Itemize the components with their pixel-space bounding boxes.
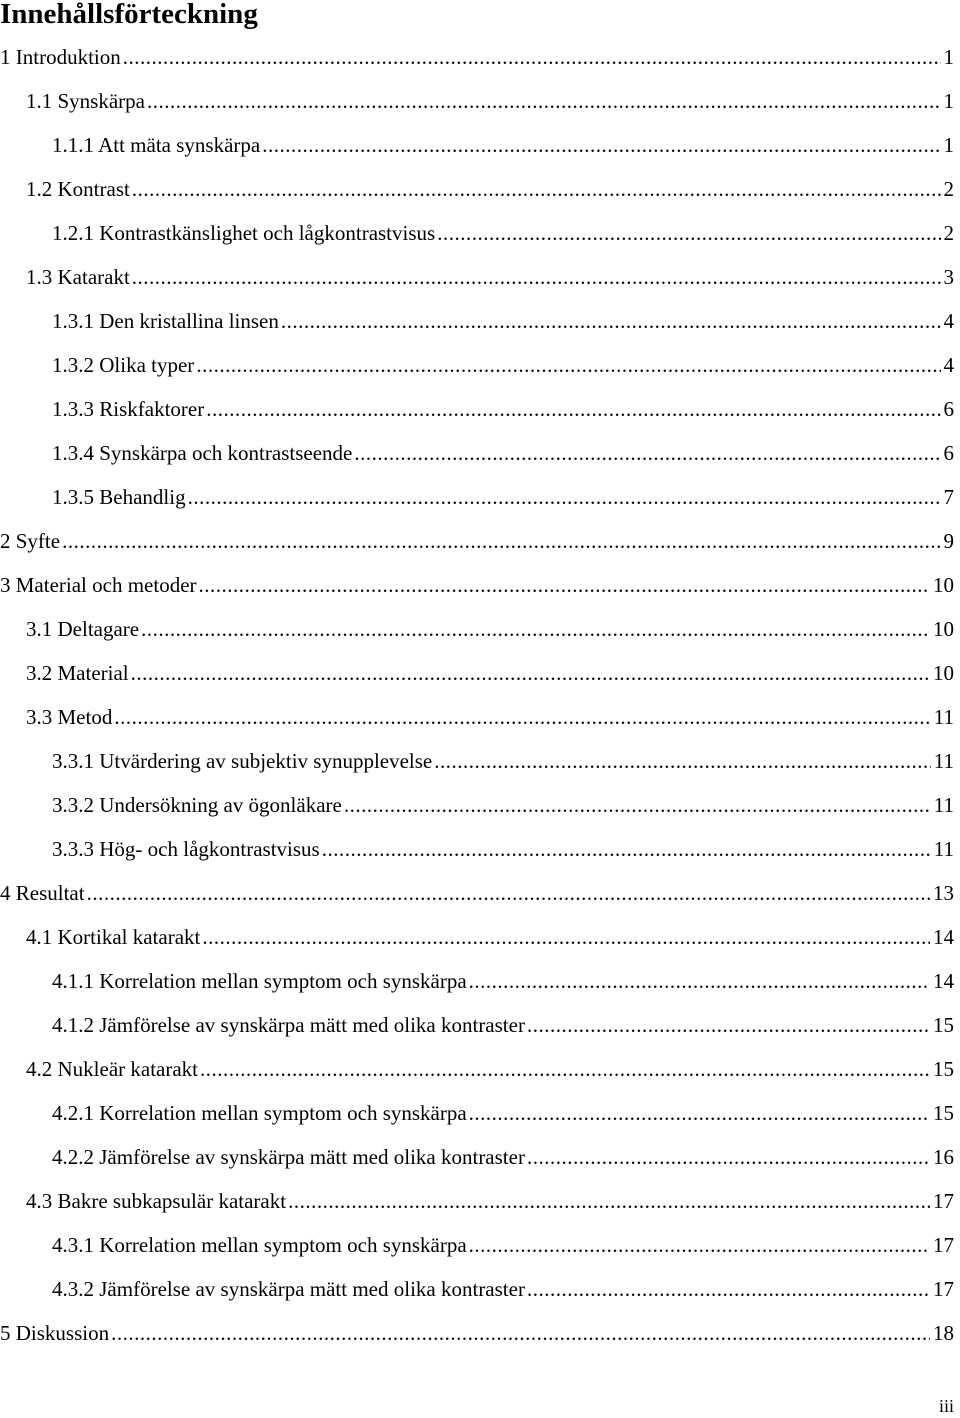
- toc-entry[interactable]: [0, 262, 954, 306]
- toc-entry-page: 6: [943, 397, 954, 421]
- toc-entry-title: 3.3.2 Undersökning av ögonläkare: [52, 793, 342, 817]
- dot-leader: [288, 1186, 930, 1216]
- page-number: iii: [938, 1396, 954, 1416]
- toc-entry-title: 3.1 Deltagare: [26, 617, 140, 641]
- toc-entry-title: 2 Syfte: [0, 529, 61, 553]
- toc-entry-page: 11: [933, 749, 954, 773]
- table-of-contents: [0, 42, 954, 1362]
- toc-entry-page: 10: [933, 661, 954, 685]
- toc-entry-page: 15: [933, 1057, 954, 1081]
- toc-entry-title: 4 Resultat: [0, 881, 85, 905]
- toc-entry-title: 4.2.2 Jämförelse av synskärpa mätt med olika kontraster: [52, 1145, 525, 1169]
- toc-entry-page: 6: [943, 441, 954, 465]
- dot-leader: [131, 658, 930, 688]
- toc-entry-page: 15: [933, 1101, 954, 1125]
- toc-entry-title: 1.3.3 Riskfaktorer: [52, 397, 205, 421]
- toc-entry[interactable]: [0, 614, 954, 658]
- toc-entry-title: 1.1 Synskärpa: [26, 89, 145, 113]
- dot-leader: [322, 834, 931, 864]
- toc-entry-page: 2: [943, 221, 954, 245]
- toc-entry-title: 4.3.2 Jämförelse av synskärpa mätt med olika kontraster: [52, 1277, 525, 1301]
- toc-entry-page: 1: [943, 89, 954, 113]
- toc-entry[interactable]: [0, 394, 954, 438]
- dot-leader: [147, 86, 941, 116]
- toc-entry-title: 1.3.4 Synskärpa och kontrastseende: [52, 441, 353, 465]
- toc-entry[interactable]: [0, 746, 954, 790]
- toc-entry-page: 16: [933, 1145, 954, 1169]
- toc-entry-page: 3: [943, 265, 954, 289]
- toc-entry[interactable]: [0, 130, 954, 174]
- toc-entry-title: 3 Material och metoder: [0, 573, 197, 597]
- toc-entry-page: 17: [933, 1233, 954, 1257]
- toc-entry-title: 1.2.1 Kontrastkänslighet och lågkontrastvisus: [52, 221, 436, 245]
- toc-entry[interactable]: [0, 42, 954, 86]
- toc-entry[interactable]: [0, 1054, 954, 1098]
- dot-leader: [281, 306, 941, 336]
- dot-leader: [132, 174, 941, 204]
- dot-leader: [469, 1098, 930, 1128]
- toc-entry-title: 4.1.2 Jämförelse av synskärpa mätt med olika kontraster: [52, 1013, 525, 1037]
- dot-leader: [123, 42, 941, 72]
- dot-leader: [344, 790, 931, 820]
- toc-entry-page: 15: [933, 1013, 954, 1037]
- dot-leader: [196, 350, 940, 380]
- toc-entry-page: 13: [933, 881, 954, 905]
- dot-leader: [202, 922, 930, 952]
- dot-leader: [87, 878, 930, 908]
- toc-entry[interactable]: [0, 834, 954, 878]
- dot-leader: [188, 482, 941, 512]
- toc-entry-page: 11: [933, 837, 954, 861]
- toc-entry[interactable]: [0, 482, 954, 526]
- toc-entry[interactable]: [0, 1230, 954, 1274]
- toc-entry[interactable]: [0, 658, 954, 702]
- dot-leader: [434, 746, 931, 776]
- toc-entry-page: 1: [943, 133, 954, 157]
- toc-heading: Innehållsförteckning: [0, 0, 258, 30]
- dot-leader: [199, 570, 930, 600]
- toc-entry[interactable]: [0, 86, 954, 130]
- toc-entry[interactable]: [0, 966, 954, 1010]
- toc-entry-page: 11: [933, 793, 954, 817]
- toc-entry[interactable]: [0, 438, 954, 482]
- toc-entry-page: 10: [933, 573, 954, 597]
- toc-entry[interactable]: [0, 790, 954, 834]
- dot-leader: [527, 1274, 930, 1304]
- toc-entry-title: 4.2 Nukleär katarakt: [26, 1057, 199, 1081]
- dot-leader: [527, 1142, 930, 1172]
- toc-entry-title: 1.2 Kontrast: [26, 177, 130, 201]
- toc-entry-title: 4.1 Kortikal katarakt: [26, 925, 201, 949]
- dot-leader: [437, 218, 940, 248]
- toc-entry-title: 1.3.1 Den kristallina linsen: [52, 309, 279, 333]
- toc-entry-page: 17: [933, 1189, 954, 1213]
- toc-entry-page: 18: [933, 1321, 954, 1345]
- dot-leader: [111, 1318, 930, 1348]
- toc-entry[interactable]: [0, 1142, 954, 1186]
- toc-entry-page: 10: [933, 617, 954, 641]
- toc-entry[interactable]: [0, 306, 954, 350]
- toc-entry[interactable]: [0, 702, 954, 746]
- toc-entry-title: 4.3.1 Korrelation mellan symptom och synskärpa: [52, 1233, 467, 1257]
- toc-entry-title: 1.3 Katarakt: [26, 265, 130, 289]
- toc-entry-title: 4.2.1 Korrelation mellan symptom och synskärpa: [52, 1101, 467, 1125]
- toc-entry-title: 1 Introduktion: [0, 45, 121, 69]
- dot-leader: [469, 966, 930, 996]
- dot-leader: [141, 614, 930, 644]
- toc-entry-page: 11: [933, 705, 954, 729]
- dot-leader: [469, 1230, 930, 1260]
- toc-entry[interactable]: [0, 526, 954, 570]
- toc-entry-page: 4: [943, 353, 954, 377]
- toc-entry-page: 14: [933, 969, 954, 993]
- toc-entry[interactable]: [0, 350, 954, 394]
- dot-leader: [132, 262, 941, 292]
- toc-entry-page: 17: [933, 1277, 954, 1301]
- toc-entry-title: 4.3 Bakre subkapsulär katarakt: [26, 1189, 287, 1213]
- dot-leader: [527, 1010, 930, 1040]
- toc-entry[interactable]: [0, 1098, 954, 1142]
- toc-entry-page: 1: [943, 45, 954, 69]
- toc-entry-title: 4.1.1 Korrelation mellan symptom och synskärpa: [52, 969, 467, 993]
- toc-entry[interactable]: [0, 1186, 954, 1230]
- toc-entry[interactable]: [0, 1274, 954, 1318]
- dot-leader: [62, 526, 940, 556]
- toc-entry[interactable]: [0, 570, 954, 614]
- dot-leader: [200, 1054, 930, 1084]
- toc-entry-title: 3.3.3 Hög- och lågkontrastvisus: [52, 837, 320, 861]
- toc-entry-page: 9: [943, 529, 954, 553]
- toc-entry-title: 3.3.1 Utvärdering av subjektiv synupplevelse: [52, 749, 433, 773]
- toc-entry-page: 14: [933, 925, 954, 949]
- toc-entry[interactable]: [0, 218, 954, 262]
- toc-entry[interactable]: [0, 174, 954, 218]
- toc-entry[interactable]: [0, 1318, 954, 1362]
- toc-entry-title: 5 Diskussion: [0, 1321, 110, 1345]
- toc-entry-title: 3.3 Metod: [26, 705, 113, 729]
- toc-entry[interactable]: [0, 1010, 954, 1054]
- dot-leader: [114, 702, 930, 732]
- dot-leader: [206, 394, 940, 424]
- toc-entry-title: 3.2 Material: [26, 661, 129, 685]
- toc-entry-page: 2: [943, 177, 954, 201]
- dot-leader: [354, 438, 940, 468]
- toc-entry-page: 4: [943, 309, 954, 333]
- toc-entry-page: 7: [943, 485, 954, 509]
- toc-entry[interactable]: [0, 922, 954, 966]
- toc-entry-title: 1.3.5 Behandlig: [52, 485, 186, 509]
- toc-entry[interactable]: [0, 878, 954, 922]
- dot-leader: [262, 130, 940, 160]
- toc-entry-title: 1.3.2 Olika typer: [52, 353, 195, 377]
- toc-entry-title: 1.1.1 Att mäta synskärpa: [52, 133, 261, 157]
